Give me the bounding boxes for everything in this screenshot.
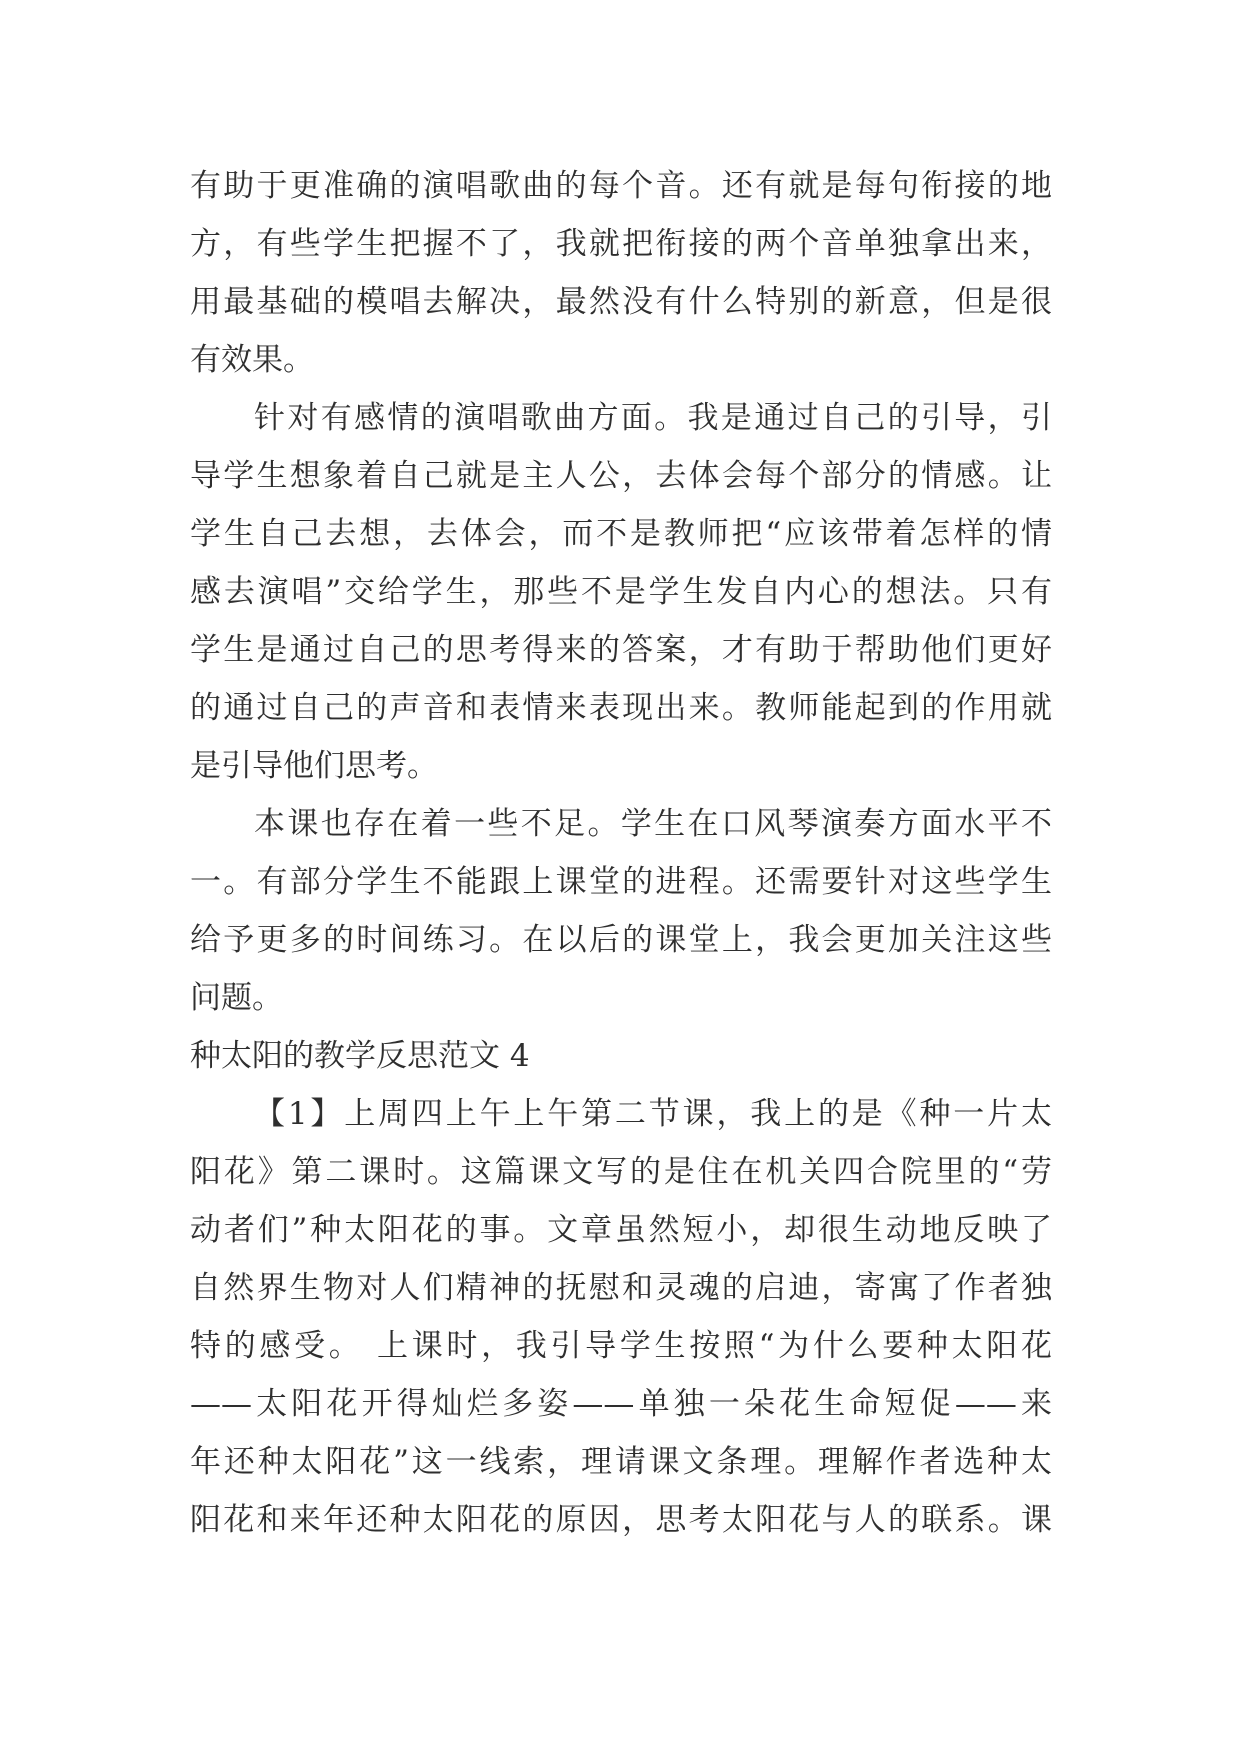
text-line: 【1】上周四上午上午第二节课，我上的是《种一片太 (254, 1096, 1052, 1132)
paragraph (190, 389, 1052, 795)
text-line: 本课也存在着一些不足。学生在口风琴演奏方面水平不 (254, 806, 1052, 842)
text-line: 是引导他们思考。 (190, 748, 438, 784)
text-line: 有效果。 (190, 342, 314, 378)
text-line: 阳花》第二课时。这篇课文写的是住在机关四合院里的“劳 (190, 1154, 1052, 1190)
paragraph (190, 795, 1052, 1027)
text-line: 一。有部分学生不能跟上课堂的进程。还需要针对这些学生 (190, 864, 1052, 900)
text-line: 导学生想象着自己就是主人公，去体会每个部分的情感。让 (190, 458, 1052, 494)
text-line: 有助于更准确的演唱歌曲的每个音。还有就是每句衔接的地 (190, 168, 1052, 204)
text-line: 阳花和来年还种太阳花的原因，思考太阳花与人的联系。课 (190, 1502, 1052, 1538)
text-line: 针对有感情的演唱歌曲方面。我是通过自己的引导，引 (254, 400, 1052, 436)
text-line: 用最基础的模唱去解决，最然没有什么特别的新意，但是很 (190, 284, 1052, 320)
text-line: 动者们”种太阳花的事。文章虽然短小，却很生动地反映了 (190, 1212, 1052, 1248)
text-line: 问题。 (190, 980, 283, 1016)
section-heading: 种太阳的教学反思范文 4 (190, 1038, 530, 1074)
text-line: 给予更多的时间练习。在以后的课堂上，我会更加关注这些 (190, 922, 1052, 958)
paragraph (190, 157, 1052, 389)
document-page (190, 157, 1052, 1549)
text-line: 特的感受。 上课时，我引导学生按照“为什么要种太阳花 (190, 1328, 1052, 1364)
text-line: 的通过自己的声音和表情来表现出来。教师能起到的作用就 (190, 690, 1052, 726)
text-line: 学生是通过自己的思考得来的答案，才有助于帮助他们更好 (190, 632, 1052, 668)
text-line: 方，有些学生把握不了，我就把衔接的两个音单独拿出来， (190, 226, 1052, 262)
text-line: 年还种太阳花”这一线索，理请课文条理。理解作者选种太 (190, 1444, 1052, 1480)
paragraph (190, 1085, 1052, 1549)
text-line: 自然界生物对人们精神的抚慰和灵魂的启迪，寄寓了作者独 (190, 1270, 1052, 1306)
text-line: 学生自己去想，去体会，而不是教师把“应该带着怎样的情 (190, 516, 1052, 552)
text-line: ——太阳花开得灿烂多姿——单独一朵花生命短促——来 (190, 1386, 1052, 1422)
text-line: 感去演唱”交给学生，那些不是学生发自内心的想法。只有 (190, 574, 1052, 610)
